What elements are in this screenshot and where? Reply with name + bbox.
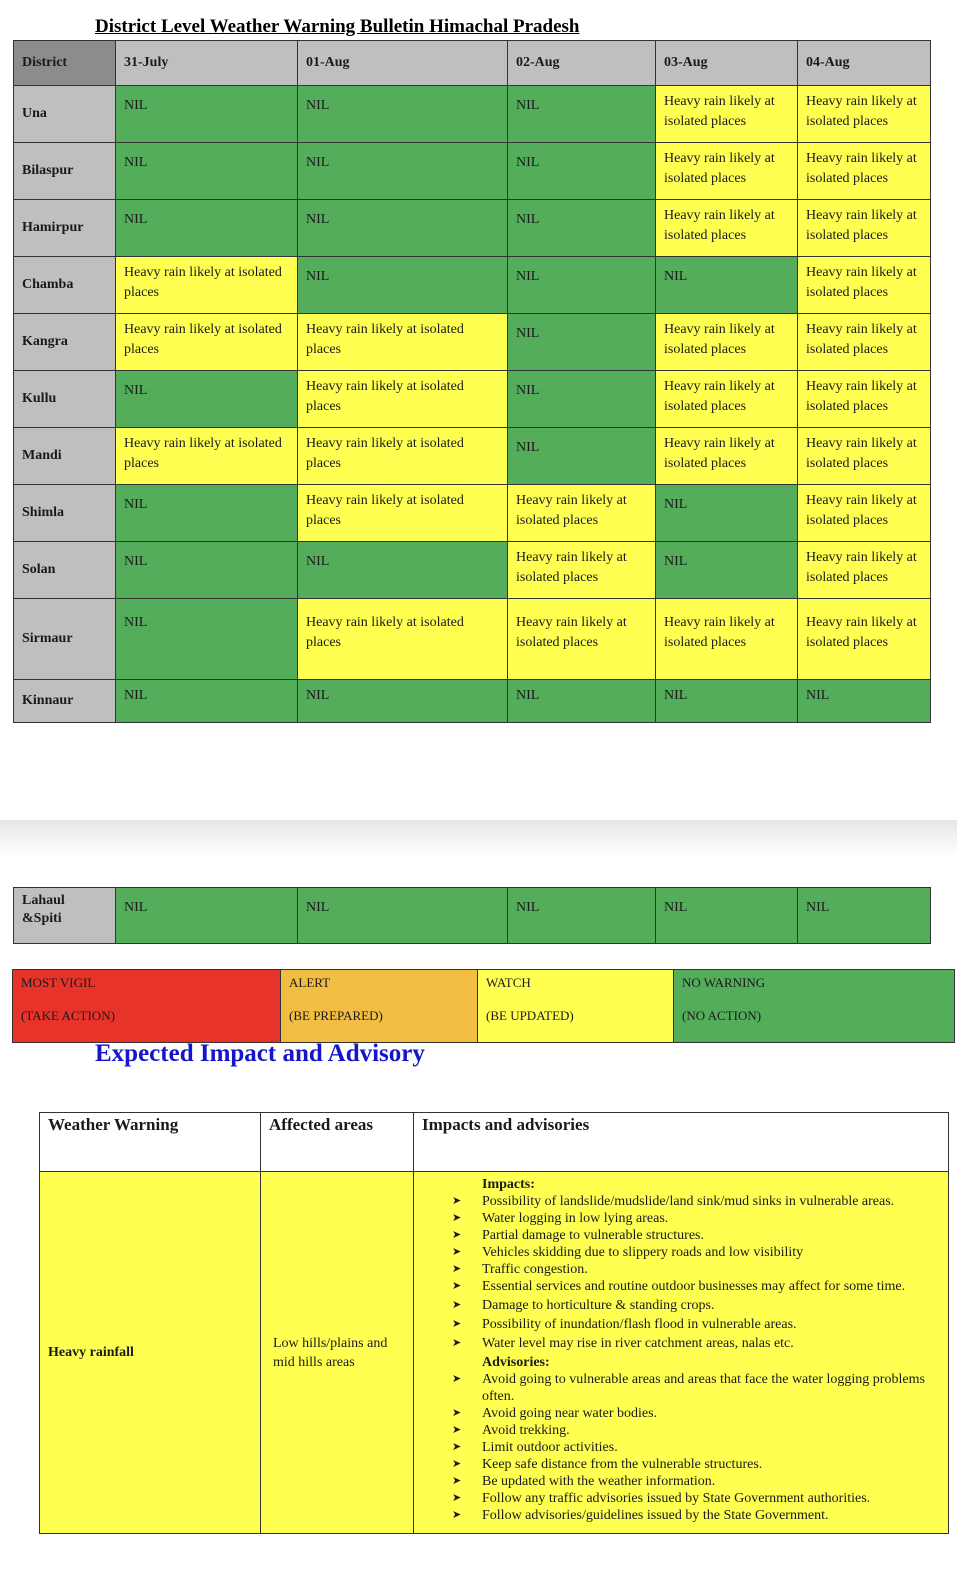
table-row (14, 428, 931, 485)
warning-cell: Heavy rain likely at isolated places (116, 428, 298, 485)
warning-cell: NIL (116, 371, 298, 428)
affected-line: mid hills areas (273, 1354, 355, 1370)
legend-label: WATCH (486, 975, 531, 990)
list-item: ➤ Follow advisories/guidelines issued by the State Government. (452, 1507, 942, 1524)
district-name-line: Lahaul (22, 893, 65, 908)
warning-cell: Heavy rain likely at isolated places (116, 314, 298, 371)
impacts-label: Impacts: (482, 1177, 535, 1192)
warning-cell: NIL (508, 257, 656, 314)
warning-cell: NIL (508, 86, 656, 143)
warning-cell: Heavy rain likely at isolated places (298, 371, 508, 428)
warning-cell: Heavy rain likely at isolated places (298, 314, 508, 371)
warning-cell: Heavy rain likely at isolated places (656, 428, 798, 485)
weather-warning-value: Heavy rainfall (40, 1172, 261, 1534)
table-row (14, 314, 931, 371)
warning-cell: NIL (116, 888, 298, 944)
legend-action: (TAKE ACTION) (21, 1008, 115, 1023)
warning-cell: NIL (508, 200, 656, 257)
list-item: ➤ Partial damage to vulnerable structures. (452, 1227, 942, 1244)
warning-cell: Heavy rain likely at isolated places (798, 542, 931, 599)
table-row (14, 485, 931, 542)
warning-cell: NIL (508, 428, 656, 485)
list-item: ➤ Damage to horticulture & standing crops. (452, 1297, 942, 1314)
table-row (14, 86, 931, 143)
warning-cell: NIL (508, 888, 656, 944)
warning-cell: NIL (116, 680, 298, 723)
affected-line: Low hills/plains and (273, 1335, 388, 1351)
legend-label: MOST VIGIL (21, 975, 96, 990)
legend-most-vigil (13, 970, 281, 1043)
date-header: 01-Aug (298, 41, 508, 86)
list-item: ➤ Traffic congestion. (452, 1261, 942, 1278)
district-name: Sirmaur (14, 599, 116, 680)
warning-cell: NIL (116, 86, 298, 143)
table-row (14, 599, 931, 680)
warning-cell: NIL (116, 200, 298, 257)
warning-cell: NIL (798, 888, 931, 944)
warning-cell: Heavy rain likely at isolated places (508, 485, 656, 542)
lahaul-spiti-row-table (13, 887, 931, 944)
table-row (14, 257, 931, 314)
warning-cell: NIL (298, 680, 508, 723)
list-item: ➤ Follow any traffic advisories issued by State Government authorities. (452, 1490, 942, 1507)
date-header: 03-Aug (656, 41, 798, 86)
table-row (14, 371, 931, 428)
page-break-separator (0, 820, 957, 858)
warning-cell: NIL (298, 888, 508, 944)
date-header: 02-Aug (508, 41, 656, 86)
advisory-header-row (40, 1113, 949, 1172)
advisories-list (452, 1371, 942, 1524)
warning-cell: NIL (298, 542, 508, 599)
warning-cell: Heavy rain likely at isolated places (656, 86, 798, 143)
warning-cell: NIL (508, 314, 656, 371)
list-item: ➤ Possibility of landslide/mudslide/land sink/mud sinks in vulnerable areas. (452, 1193, 942, 1210)
list-item: ➤ Vehicles skidding due to slippery roads and low visibility (452, 1244, 942, 1261)
warning-cell: NIL (508, 371, 656, 428)
bulletin-title: District Level Weather Warning Bulletin Himachal Pradesh (95, 16, 580, 37)
list-item: ➤ Water level may rise in river catchment areas, nalas etc. (452, 1335, 942, 1352)
legend-label: NO WARNING (682, 975, 766, 990)
district-column-header: District (14, 41, 116, 86)
list-item: ➤ Essential services and routine outdoor businesses may affect for some time. (452, 1278, 942, 1295)
warning-cell: NIL (298, 200, 508, 257)
legend-watch (478, 970, 674, 1043)
advisory-row (40, 1172, 949, 1534)
warning-cell: NIL (298, 257, 508, 314)
district-name: Solan (14, 542, 116, 599)
weather-warning-header: Weather Warning (40, 1113, 261, 1172)
warning-cell: Heavy rain likely at isolated places (298, 485, 508, 542)
warning-cell: Heavy rain likely at isolated places (656, 314, 798, 371)
warning-cell: Heavy rain likely at isolated places (798, 143, 931, 200)
list-item: ➤ Avoid going to vulnerable areas and areas that face the water logging problems often. (452, 1371, 942, 1405)
warning-cell: NIL (798, 680, 931, 723)
district-name: Mandi (14, 428, 116, 485)
legend-action: (BE PREPARED) (289, 1008, 383, 1023)
district-name: Bilaspur (14, 143, 116, 200)
warning-cell: Heavy rain likely at isolated places (298, 428, 508, 485)
warning-cell: NIL (508, 143, 656, 200)
warning-cell: NIL (656, 257, 798, 314)
legend-action: (NO ACTION) (682, 1008, 762, 1023)
warning-cell: Heavy rain likely at isolated places (298, 599, 508, 680)
legend-no-warning (674, 970, 955, 1043)
warning-cell: Heavy rain likely at isolated places (656, 599, 798, 680)
list-item: ➤ Avoid going near water bodies. (452, 1405, 942, 1422)
warning-cell: Heavy rain likely at isolated places (798, 200, 931, 257)
warning-cell: Heavy rain likely at isolated places (116, 257, 298, 314)
list-item: ➤ Limit outdoor activities. (452, 1439, 942, 1456)
district-name: Kinnaur (14, 680, 116, 723)
warning-cell: NIL (298, 86, 508, 143)
warning-cell: Heavy rain likely at isolated places (508, 542, 656, 599)
date-header: 04-Aug (798, 41, 931, 86)
district-name: Chamba (14, 257, 116, 314)
impact-section-title: Expected Impact and Advisory (95, 1040, 425, 1067)
warning-cell: NIL (656, 485, 798, 542)
warning-cell: Heavy rain likely at isolated places (798, 485, 931, 542)
warning-cell: Heavy rain likely at isolated places (798, 428, 931, 485)
warning-cell: Heavy rain likely at isolated places (798, 257, 931, 314)
warning-cell: Heavy rain likely at isolated places (656, 200, 798, 257)
district-name (14, 888, 116, 944)
warning-cell: Heavy rain likely at isolated places (508, 599, 656, 680)
legend-alert (281, 970, 478, 1043)
district-name: Kangra (14, 314, 116, 371)
legend-label: ALERT (289, 975, 331, 990)
legend-action: (BE UPDATED) (486, 1008, 574, 1023)
list-item: ➤ Possibility of inundation/flash flood in vulnerable areas. (452, 1316, 942, 1333)
warning-cell: Heavy rain likely at isolated places (798, 314, 931, 371)
warning-cell: NIL (656, 888, 798, 944)
warning-cell: NIL (298, 143, 508, 200)
warning-cell: NIL (116, 485, 298, 542)
table-row (14, 888, 931, 944)
warning-cell: Heavy rain likely at isolated places (656, 143, 798, 200)
table-row (14, 680, 931, 723)
district-name: Kullu (14, 371, 116, 428)
warning-cell: NIL (116, 143, 298, 200)
district-name-line: &Spiti (22, 911, 62, 926)
warning-cell: Heavy rain likely at isolated places (656, 371, 798, 428)
warning-cell: NIL (656, 542, 798, 599)
list-item: ➤ Avoid trekking. (452, 1422, 942, 1439)
date-header: 31-July (116, 41, 298, 86)
warning-cell: Heavy rain likely at isolated places (798, 599, 931, 680)
table-row (14, 200, 931, 257)
affected-areas-header: Affected areas (261, 1113, 414, 1172)
affected-areas-value (261, 1172, 414, 1534)
warning-cell: NIL (656, 680, 798, 723)
warning-cell: NIL (508, 680, 656, 723)
impacts-header: Impacts and advisories (414, 1113, 949, 1172)
impacts-advisories-cell (414, 1172, 949, 1534)
warning-cell: NIL (116, 599, 298, 680)
warning-cell: NIL (116, 542, 298, 599)
warning-cell: Heavy rain likely at isolated places (798, 86, 931, 143)
table-row (14, 542, 931, 599)
table-header-row (14, 41, 931, 86)
list-item: ➤ Water logging in low lying areas. (452, 1210, 942, 1227)
district-name: Shimla (14, 485, 116, 542)
advisory-table (39, 1112, 949, 1534)
district-name: Hamirpur (14, 200, 116, 257)
impacts-list (452, 1193, 942, 1352)
list-item: ➤ Be updated with the weather information. (452, 1473, 942, 1490)
list-item: ➤ Keep safe distance from the vulnerable structures. (452, 1456, 942, 1473)
district-warning-table (13, 40, 931, 723)
district-name: Una (14, 86, 116, 143)
advisories-label: Advisories: (482, 1355, 550, 1370)
table-row (14, 143, 931, 200)
warning-cell: Heavy rain likely at isolated places (798, 371, 931, 428)
color-legend (12, 969, 955, 1043)
